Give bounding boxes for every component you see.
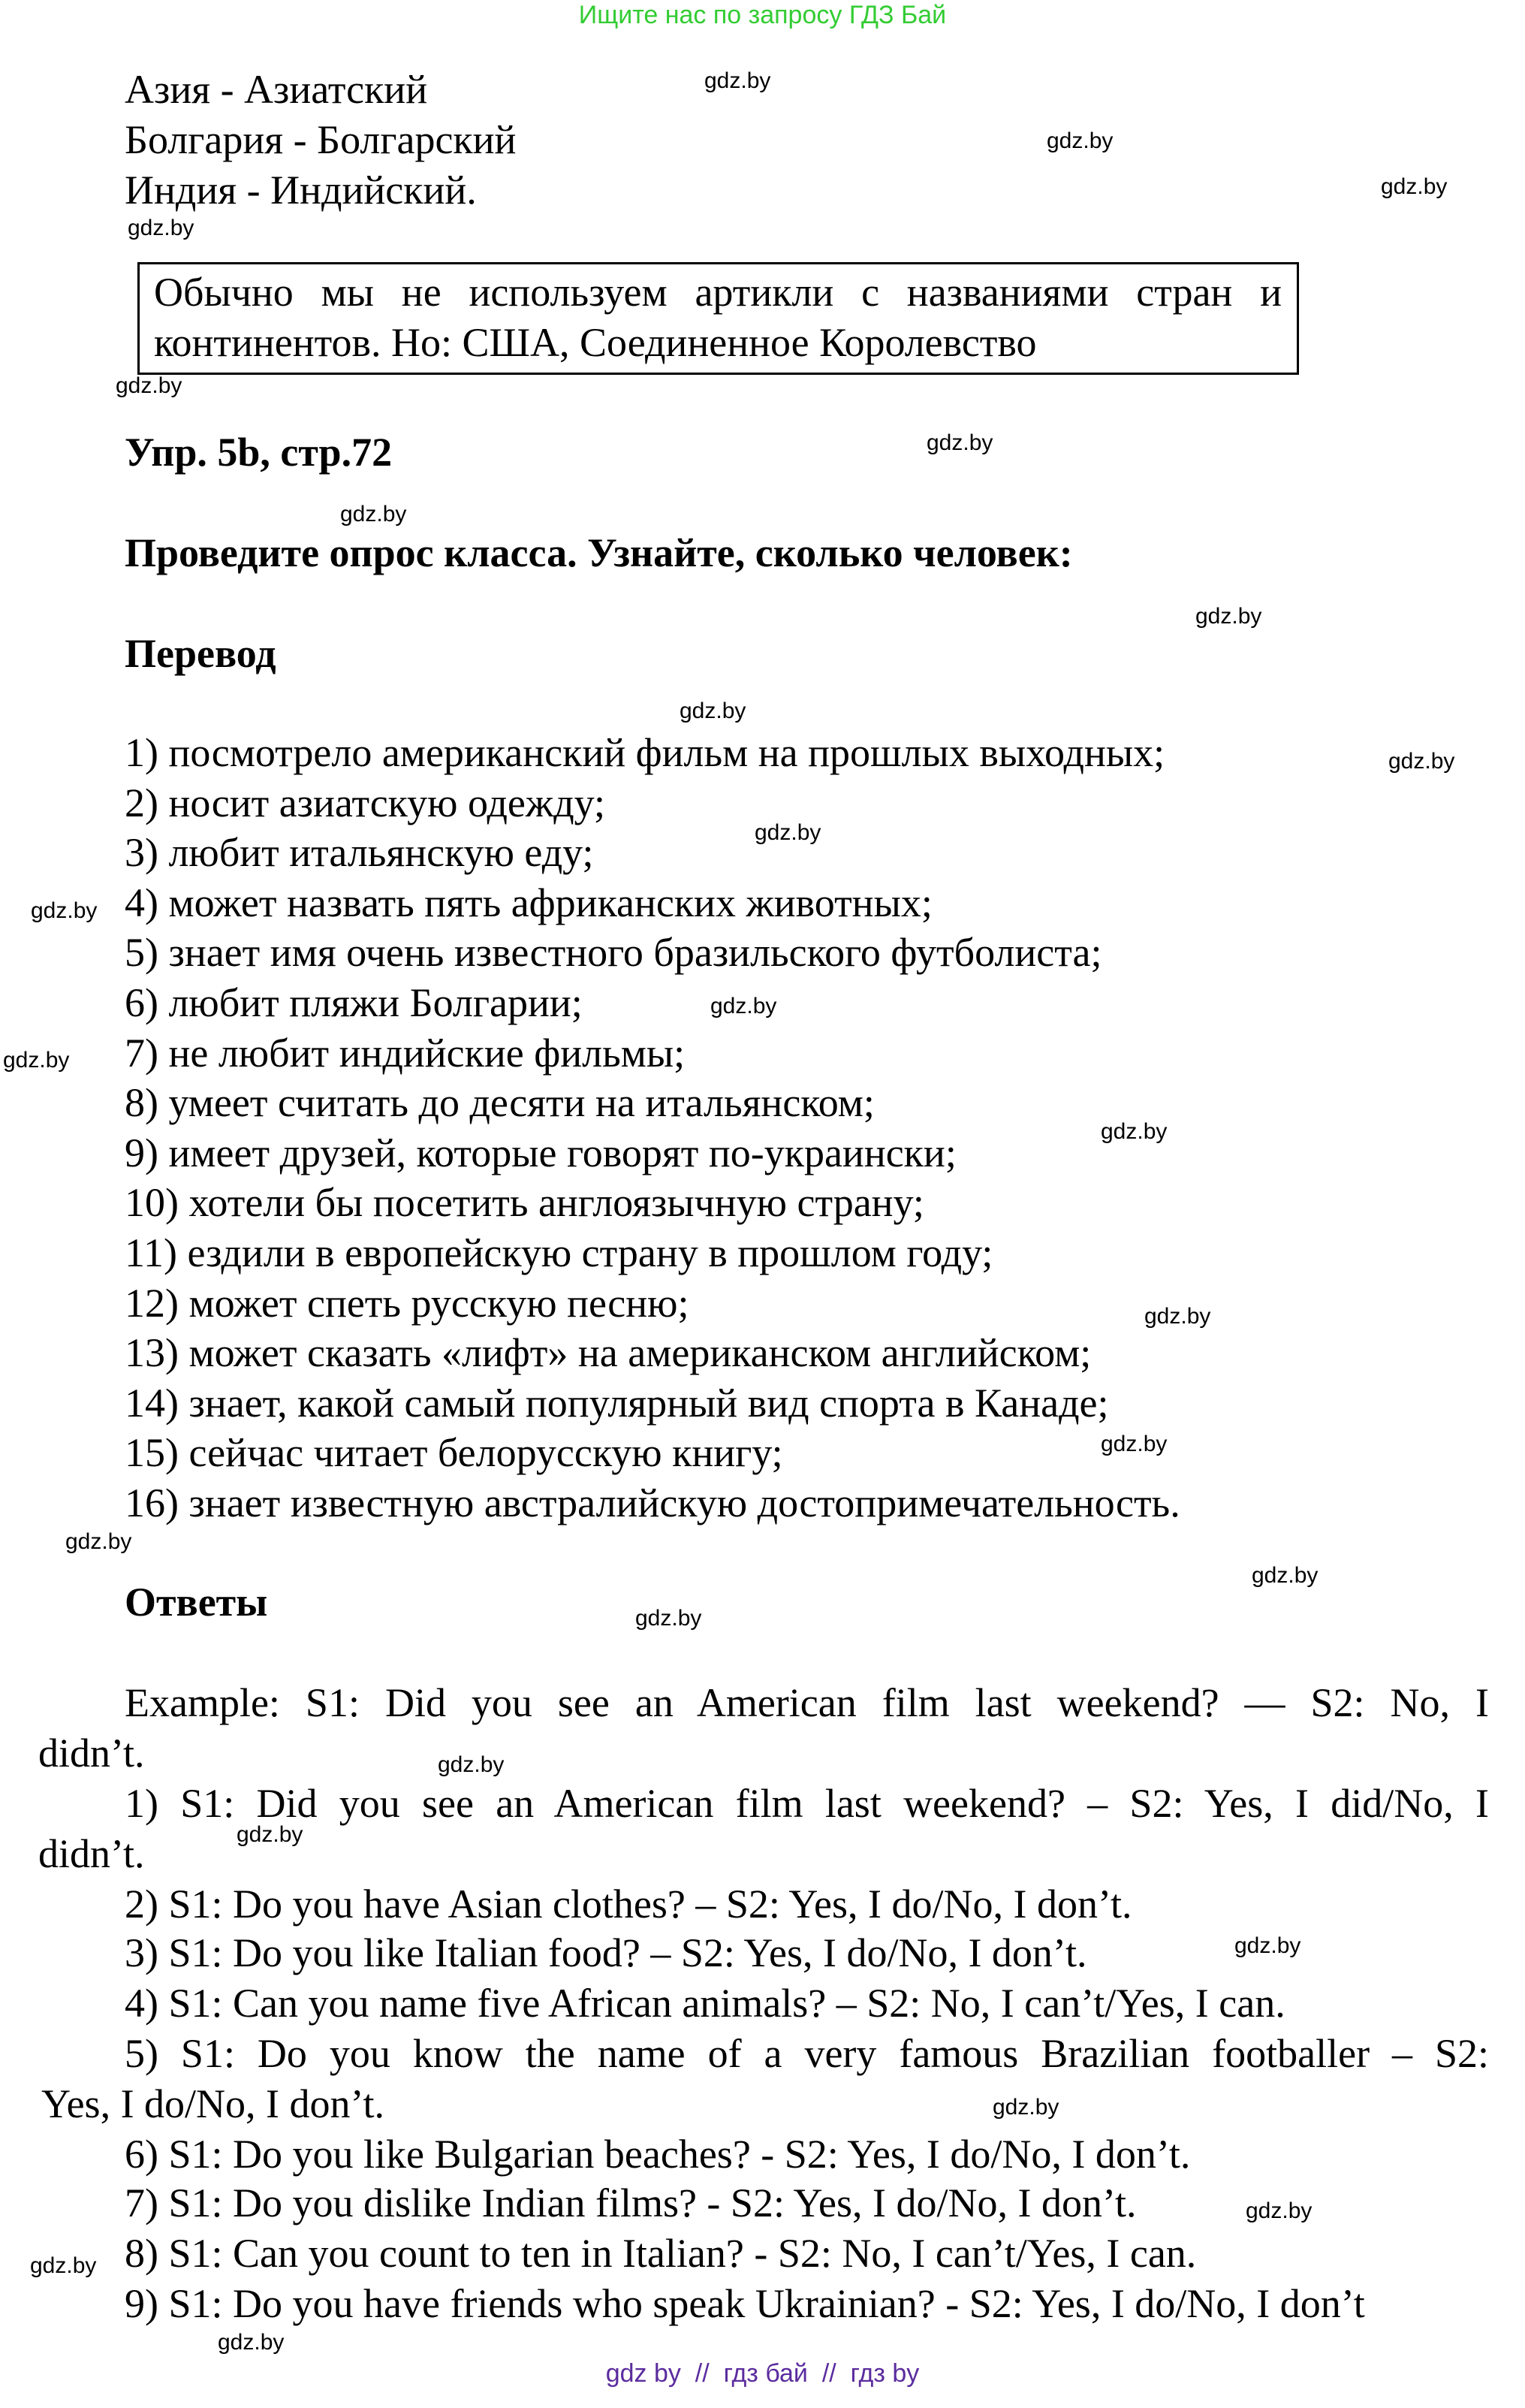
exercise-title: Упр. 5b, стр.72 bbox=[125, 430, 393, 475]
watermark: gdz.by bbox=[1101, 1432, 1168, 1456]
answer-line: Yes, I do/No, I don’t. bbox=[41, 2081, 385, 2126]
answer-line: 2) S1: Do you have Asian clothes? – S2: Yes, I do/No, I don’t. bbox=[125, 1881, 1132, 1927]
translation-item: 11) ездили в европейскую страну в прошлом году; bbox=[125, 1230, 993, 1275]
watermark: gdz.by bbox=[30, 2253, 97, 2278]
translation-item: 14) знает, какой самый популярный вид спорта в Канаде; bbox=[125, 1381, 1109, 1426]
vocab-line: Индия - Индийский. bbox=[125, 167, 477, 213]
watermark: gdz.by bbox=[31, 898, 98, 923]
grammar-note-line: Обычно мы не используем артикли с названиями стран и bbox=[154, 270, 1282, 315]
watermark: gdz.by bbox=[1234, 1933, 1301, 1958]
answer-line: 9) S1: Do you have friends who speak Ukrainian? - S2: Yes, I do/No, I don’t bbox=[125, 2281, 1365, 2326]
answers-heading: Ответы bbox=[125, 1580, 268, 1625]
watermark: gdz.by bbox=[1381, 174, 1448, 199]
translation-item: 8) умеет считать до десяти на итальянском; bbox=[125, 1080, 875, 1125]
watermark: gdz.by bbox=[116, 373, 182, 398]
translation-item: 16) знает известную австралийскую достопримечательность. bbox=[125, 1480, 1180, 1525]
translation-item: 12) может спеть русскую песню; bbox=[125, 1281, 689, 1326]
footer-links[interactable]: gdz by // гдз бай // гдз by bbox=[605, 2359, 920, 2388]
watermark: gdz.by bbox=[1252, 1563, 1319, 1588]
translation-item: 13) может сказать «лифт» на американском английском; bbox=[125, 1330, 1092, 1375]
watermark: gdz.by bbox=[1144, 1304, 1211, 1329]
translation-item: 3) любит итальянскую еду; bbox=[125, 830, 594, 875]
vocab-line: Азия - Азиатский bbox=[125, 67, 428, 112]
answer-line: 3) S1: Do you like Italian food? – S2: Yes, I do/No, I don’t. bbox=[125, 1930, 1087, 1975]
watermark: gdz.by bbox=[128, 216, 194, 240]
answer-line: didn’t. bbox=[38, 1831, 145, 1876]
translation-item: 15) сейчас читает белорусскую книгу; bbox=[125, 1430, 783, 1475]
answer-line: didn’t. bbox=[38, 1731, 145, 1776]
watermark: gdz.by bbox=[1195, 604, 1262, 629]
search-banner[interactable]: Ищите нас по запросу ГДЗ Бай bbox=[578, 1, 947, 29]
watermark: gdz.by bbox=[340, 502, 407, 527]
translation-item: 9) имеет друзей, которые говорят по-украински; bbox=[125, 1130, 957, 1175]
watermark: gdz.by bbox=[1388, 749, 1455, 774]
translation-item: 1) посмотрело американский фильм на прошлых выходных; bbox=[125, 730, 1165, 775]
watermark: gdz.by bbox=[1246, 2198, 1313, 2223]
watermark: gdz.by bbox=[1101, 1119, 1168, 1144]
translation-heading: Перевод bbox=[125, 631, 276, 676]
instruction: Проведите опрос класса. Узнайте, сколько человек: bbox=[125, 530, 1073, 575]
watermark: gdz.by bbox=[3, 1048, 70, 1073]
answer-line: 7) S1: Do you dislike Indian films? - S2: Yes, I do/No, I don’t. bbox=[125, 2180, 1137, 2225]
translation-item: 10) хотели бы посетить англоязычную страну; bbox=[125, 1180, 924, 1225]
watermark: gdz.by bbox=[237, 1822, 303, 1847]
answer-line: 8) S1: Can you count to ten in Italian? - S2: No, I can’t/Yes, I can. bbox=[125, 2231, 1197, 2276]
translation-item: 6) любит пляжи Болгарии; bbox=[125, 980, 583, 1025]
grammar-note-line: континентов. Но: США, Соединенное Королевство bbox=[154, 320, 1037, 365]
watermark: gdz.by bbox=[927, 430, 993, 455]
translation-item: 2) носит азиатскую одежду; bbox=[125, 780, 605, 825]
watermark: gdz.by bbox=[438, 1752, 505, 1777]
vocab-line: Болгария - Болгарский bbox=[125, 117, 517, 162]
answer-line: 6) S1: Do you like Bulgarian beaches? - S2: Yes, I do/No, I don’t. bbox=[125, 2132, 1191, 2177]
watermark: gdz.by bbox=[65, 1529, 132, 1554]
translation-item: 4) может назвать пять африканских животных; bbox=[125, 880, 933, 925]
watermark: gdz.by bbox=[704, 68, 771, 93]
translation-item: 5) знает имя очень известного бразильского футболиста; bbox=[125, 930, 1102, 975]
translation-item: 7) не любит индийские фильмы; bbox=[125, 1030, 686, 1076]
watermark: gdz.by bbox=[755, 820, 821, 845]
watermark: gdz.by bbox=[993, 2095, 1059, 2120]
watermark: gdz.by bbox=[710, 994, 777, 1018]
answer-line: 5) S1: Do you know the name of a very famous Brazilian footballer – S2: bbox=[125, 2031, 1489, 2076]
watermark: gdz.by bbox=[218, 2330, 285, 2355]
watermark: gdz.by bbox=[680, 699, 746, 723]
watermark: gdz.by bbox=[1047, 128, 1114, 153]
answer-line: Example: S1: Did you see an American film last weekend? — S2: No, I bbox=[125, 1680, 1489, 1725]
answer-line: 1) S1: Did you see an American film last weekend? – S2: Yes, I did/No, I bbox=[125, 1781, 1489, 1826]
answer-line: 4) S1: Can you name five African animals? – S2: No, I can’t/Yes, I can. bbox=[125, 1981, 1285, 2026]
watermark: gdz.by bbox=[635, 1606, 702, 1631]
